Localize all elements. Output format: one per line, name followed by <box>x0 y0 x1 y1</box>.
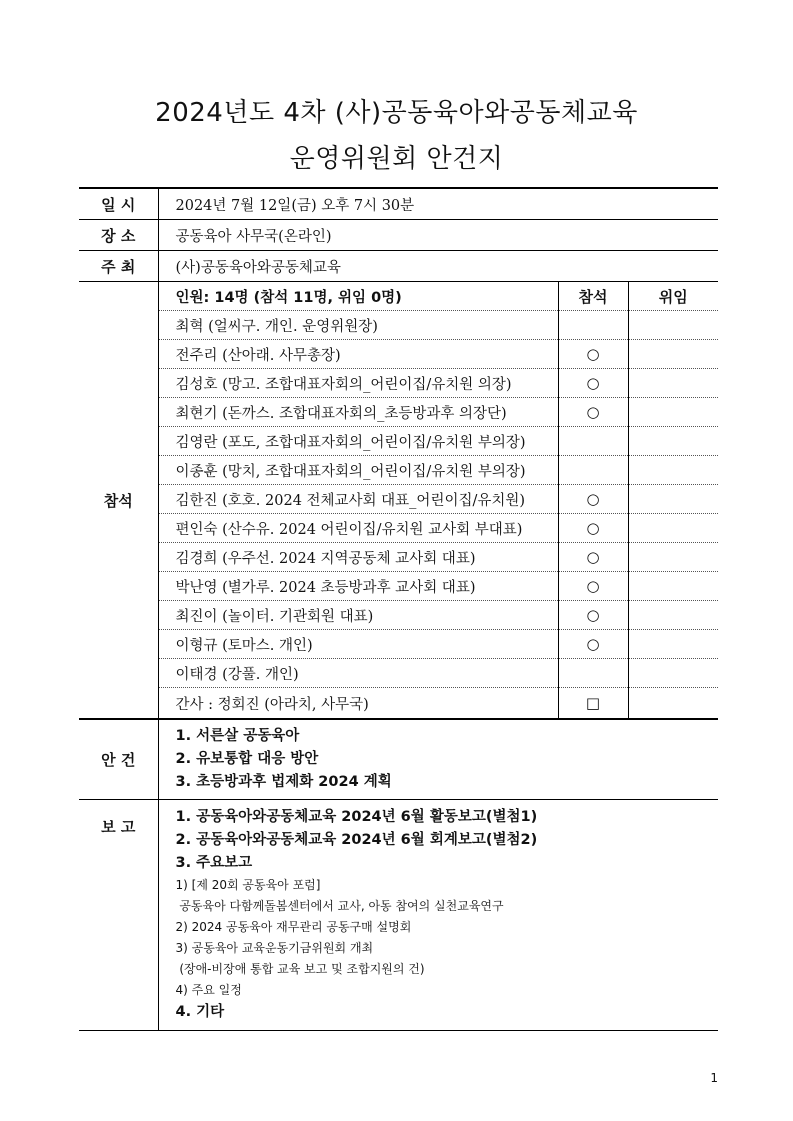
report-item: 4) 주요 일정 <box>175 983 242 997</box>
member-proxy-mark <box>628 630 718 659</box>
member-row <box>79 543 718 572</box>
agenda-item: 2. 유보통합 대응 방안 <box>175 751 319 767</box>
member-proxy-mark <box>628 543 718 572</box>
member-proxy-mark <box>628 456 718 485</box>
member-attend-mark: ○ <box>558 514 628 543</box>
member-proxy-mark <box>628 572 718 601</box>
member-name: 박난영 (별가루. 2024 초등방과후 교사회 대표) <box>158 572 558 601</box>
member-row <box>79 630 718 659</box>
agenda-row <box>79 719 718 800</box>
info-label: 일 시 <box>79 188 158 220</box>
member-proxy-mark <box>628 340 718 369</box>
agenda-list <box>158 719 718 800</box>
report-item: 3) 공동육아 교육운동기금위원회 개최 <box>175 941 374 955</box>
agenda-label: 안 건 <box>79 719 158 800</box>
info-row <box>79 251 718 282</box>
member-name: 편인숙 (산수유. 2024 어린이집/유치원 교사회 부대표) <box>158 514 558 543</box>
member-proxy-mark <box>628 485 718 514</box>
member-name: 이형규 (토마스. 개인) <box>158 630 558 659</box>
report-item: 2. 공동육아와공동체교육 2024년 6월 회계보고(별첨2) <box>175 832 538 848</box>
agenda-table <box>79 187 718 1031</box>
member-attend-mark <box>558 311 628 340</box>
member-attend-mark: ○ <box>558 572 628 601</box>
member-row <box>79 514 718 543</box>
member-proxy-mark <box>628 369 718 398</box>
member-name: 김성호 (망고. 조합대표자회의_어린이집/유치원 의장) <box>158 369 558 398</box>
member-attend-mark <box>558 659 628 688</box>
member-row <box>79 311 718 340</box>
report-label: 보 고 <box>79 800 158 1031</box>
member-row <box>79 369 718 398</box>
report-list <box>158 800 718 1031</box>
member-name: 최혁 (얼씨구. 개인. 운영위원장) <box>158 311 558 340</box>
member-proxy-mark <box>628 514 718 543</box>
member-attend-mark: □ <box>558 688 628 720</box>
info-value: (사)공동육아와공동체교육 <box>158 251 718 282</box>
member-name: 전주리 (산아래. 사무총장) <box>158 340 558 369</box>
member-proxy-mark <box>628 427 718 456</box>
member-row <box>79 688 718 720</box>
info-value: 2024년 7월 12일(금) 오후 7시 30분 <box>158 188 718 220</box>
member-row <box>79 398 718 427</box>
member-name: 최진이 (놀이터. 기관회원 대표) <box>158 601 558 630</box>
report-item: 2) 2024 공동육아 재무관리 공동구매 설명회 <box>175 920 412 934</box>
info-row <box>79 220 718 251</box>
report-item: (장애-비장애 통합 교육 보고 및 조합지원의 건) <box>175 962 425 976</box>
agenda-item: 3. 초등방과후 법제화 2024 계획 <box>175 774 392 790</box>
member-name: 최현기 (돈까스. 조합대표자회의_초등방과후 의장단) <box>158 398 558 427</box>
attendance-label: 참석 <box>79 282 158 720</box>
member-proxy-mark <box>628 398 718 427</box>
member-attend-mark <box>558 456 628 485</box>
member-name: 김경희 (우주선. 2024 지역공동체 교사회 대표) <box>158 543 558 572</box>
report-item: 공동육아 다함께돌봄센터에서 교사, 아동 참여의 실천교육연구 <box>175 899 504 913</box>
member-proxy-mark <box>628 688 718 720</box>
member-attend-mark: ○ <box>558 369 628 398</box>
member-attend-mark: ○ <box>558 398 628 427</box>
document-title: 2024년도 4차 (사)공동육아와공동체교육 <box>155 98 638 128</box>
attend-column-header: 참석 <box>558 282 628 311</box>
agenda-item: 1. 서른살 공동육아 <box>175 728 300 744</box>
member-attend-mark: ○ <box>558 340 628 369</box>
member-proxy-mark <box>628 659 718 688</box>
member-row <box>79 456 718 485</box>
report-item: 1. 공동육아와공동체교육 2024년 6월 활동보고(별첨1) <box>175 809 538 825</box>
report-row <box>79 800 718 1031</box>
report-item: 3. 주요보고 <box>175 855 253 871</box>
report-item: 1) [제 20회 공동육아 포럼] <box>175 878 321 892</box>
page-number: 1 <box>710 1071 718 1085</box>
info-value: 공동육아 사무국(온라인) <box>158 220 718 251</box>
member-row <box>79 340 718 369</box>
member-attend-mark <box>558 427 628 456</box>
attendance-header-row <box>79 282 718 311</box>
member-attend-mark: ○ <box>558 630 628 659</box>
member-name: 김영란 (포도, 조합대표자회의_어린이집/유치원 부의장) <box>158 427 558 456</box>
member-row <box>79 601 718 630</box>
report-item: 4. 기타 <box>175 1004 225 1020</box>
member-attend-mark: ○ <box>558 543 628 572</box>
member-name: 이종훈 (망치, 조합대표자회의_어린이집/유치원 부의장) <box>158 456 558 485</box>
member-attend-mark: ○ <box>558 601 628 630</box>
member-name: 이태경 (강풀. 개인) <box>158 659 558 688</box>
member-proxy-mark <box>628 601 718 630</box>
member-proxy-mark <box>628 311 718 340</box>
info-label: 주 최 <box>79 251 158 282</box>
info-label: 장 소 <box>79 220 158 251</box>
member-row <box>79 572 718 601</box>
document-subtitle: 운영위원회 안건지 <box>289 144 504 174</box>
member-attend-mark: ○ <box>558 485 628 514</box>
attendance-count: 인원: 14명 (참석 11명, 위임 0명) <box>158 282 558 311</box>
member-name: 간사 : 정회진 (아라치, 사무국) <box>158 688 558 720</box>
info-row <box>79 188 718 220</box>
member-name: 김한진 (호호. 2024 전체교사회 대표_어린이집/유치원) <box>158 485 558 514</box>
member-row <box>79 659 718 688</box>
proxy-column-header: 위임 <box>628 282 718 311</box>
member-row <box>79 485 718 514</box>
member-row <box>79 427 718 456</box>
